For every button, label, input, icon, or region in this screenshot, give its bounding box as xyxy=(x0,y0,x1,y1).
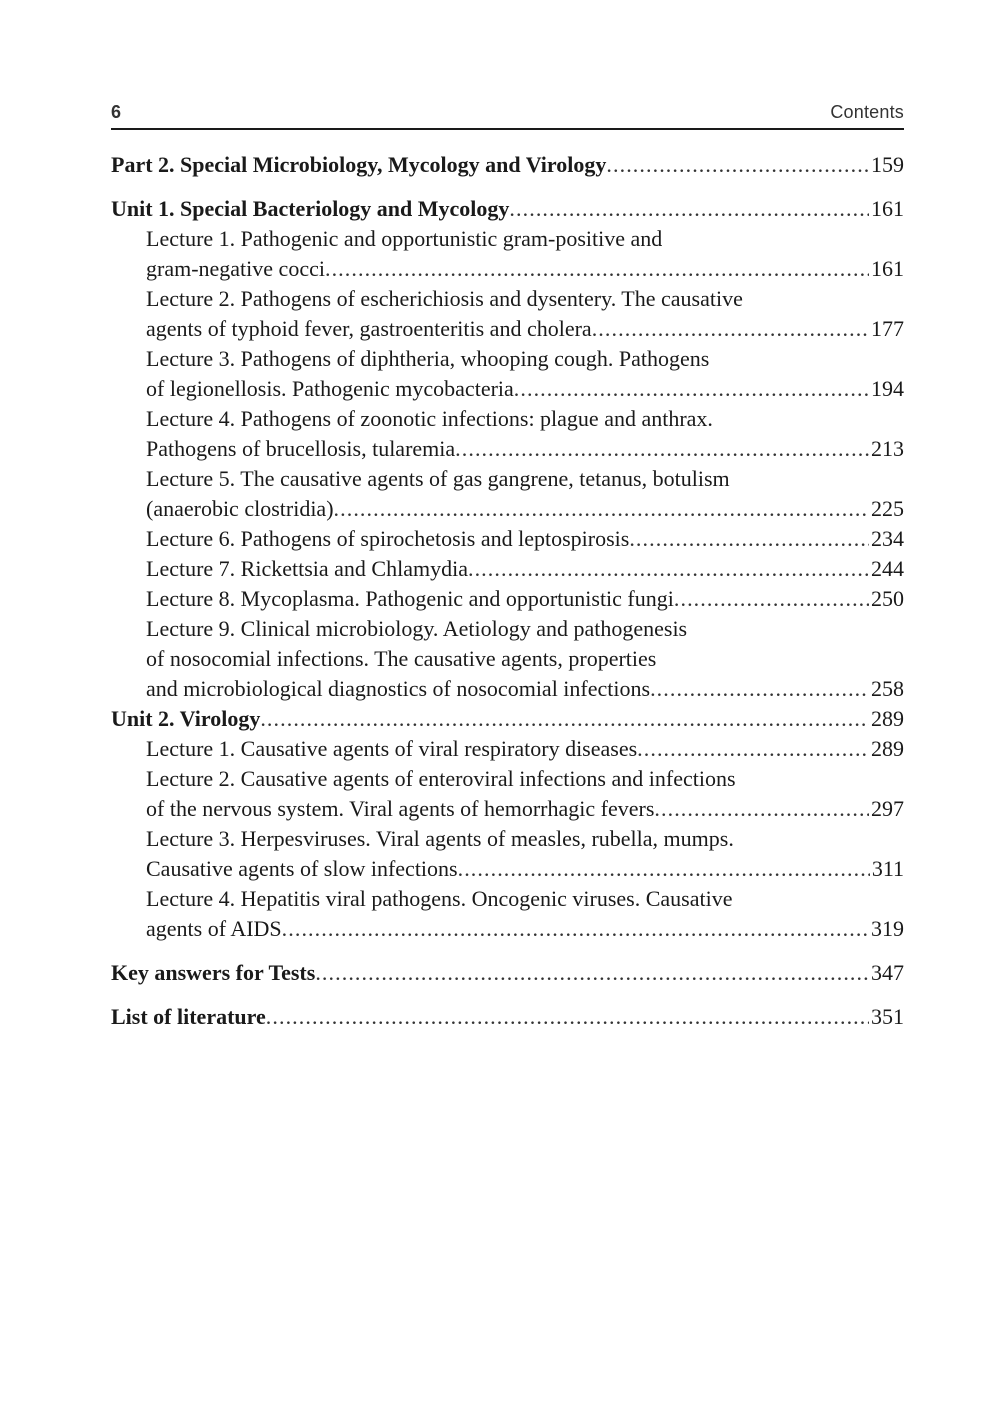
toc-entry-page: 289 xyxy=(871,736,904,761)
toc-entry-u1-lecture9-line2[interactable] xyxy=(111,644,904,674)
spacer xyxy=(111,180,904,194)
dot-leader xyxy=(260,704,869,734)
toc-entry-page: 161 xyxy=(871,256,904,281)
dot-leader xyxy=(650,674,869,704)
toc-entry-u1-lecture9-line1[interactable] xyxy=(111,614,904,644)
toc-entry-page: 297 xyxy=(871,796,904,821)
toc-entry-title: Lecture 8. Mycoplasma. Pathogenic and opportunistic fungi xyxy=(146,586,674,611)
toc-entry-u1-lecture3[interactable] xyxy=(111,374,904,404)
dot-leader xyxy=(509,194,869,224)
toc-entry-title: Causative agents of slow infections xyxy=(146,856,458,881)
toc-entry-title: Lecture 3. Herpesviruses. Viral agents of measles, rubella, mumps. xyxy=(146,826,734,851)
toc-entry-u1-lecture3-line1[interactable] xyxy=(111,344,904,374)
toc-entry-key-answers[interactable] xyxy=(111,958,904,988)
toc-entry-page: 159 xyxy=(871,152,904,177)
dot-leader xyxy=(458,854,870,884)
toc-entry-u1-lecture6[interactable] xyxy=(111,524,904,554)
toc-entry-u2-lecture1[interactable] xyxy=(111,734,904,764)
toc-entry-u1-lecture8[interactable] xyxy=(111,584,904,614)
toc-entry-page: 194 xyxy=(871,376,904,401)
toc-entry-title: List of literature xyxy=(111,1004,266,1029)
dot-leader xyxy=(514,374,869,404)
toc-entry-u1-lecture1-line1[interactable] xyxy=(111,224,904,254)
toc-entry-u2-lecture3[interactable] xyxy=(111,854,904,884)
toc-entry-literature[interactable] xyxy=(111,1002,904,1032)
page-number: 6 xyxy=(111,102,122,122)
dot-leader xyxy=(334,494,869,524)
toc-entry-page: 311 xyxy=(871,856,904,881)
toc-entry-page: 289 xyxy=(871,706,904,731)
toc-entry-u1-lecture4[interactable] xyxy=(111,434,904,464)
toc-entry-title: Lecture 2. Causative agents of enteroviral infections and infections xyxy=(146,766,736,791)
toc-entry-title: Lecture 3. Pathogens of diphtheria, whooping cough. Pathogens xyxy=(146,346,710,371)
dot-leader xyxy=(592,314,869,344)
toc-entry-u1-lecture2[interactable] xyxy=(111,314,904,344)
toc-entry-title: of nosocomial infections. The causative agents, properties xyxy=(146,646,657,671)
toc-entry-u2-lecture4-line1[interactable] xyxy=(111,884,904,914)
toc-entry-u2-lecture2[interactable] xyxy=(111,794,904,824)
toc-entry-u1-lecture5-line1[interactable] xyxy=(111,464,904,494)
running-header xyxy=(111,100,904,128)
toc-entry-title: Lecture 9. Clinical microbiology. Aetiology and pathogenesis xyxy=(146,616,688,641)
dot-leader xyxy=(629,524,869,554)
dot-leader xyxy=(606,150,869,180)
toc-entry-u1-lecture9[interactable] xyxy=(111,674,904,704)
toc-entry-title: Lecture 1. Causative agents of viral respiratory diseases xyxy=(146,736,638,761)
dot-leader xyxy=(654,794,869,824)
toc-entry-unit1[interactable] xyxy=(111,194,904,224)
spacer xyxy=(111,988,904,1002)
toc-entry-part2[interactable] xyxy=(111,150,904,180)
toc-entry-page: 213 xyxy=(871,436,904,461)
toc-entry-u1-lecture5[interactable] xyxy=(111,494,904,524)
dot-leader xyxy=(282,914,869,944)
toc-entry-page: 244 xyxy=(871,556,904,581)
toc-entry-title: Lecture 4. Pathogens of zoonotic infections: plague and anthrax. xyxy=(146,406,713,431)
toc-entry-title: Unit 1. Special Bacteriology and Mycology xyxy=(111,196,510,221)
toc-entry-title: Key answers for Tests xyxy=(111,960,316,985)
table-of-contents xyxy=(111,150,904,1032)
toc-entry-title: Lecture 5. The causative agents of gas gangrene, tetanus, botulism xyxy=(146,466,730,491)
toc-entry-title: of the nervous system. Viral agents of hemorrhagic fevers xyxy=(146,796,655,821)
toc-entry-page: 225 xyxy=(871,496,904,521)
header-rule xyxy=(111,128,904,130)
dot-leader xyxy=(325,254,869,284)
toc-entry-u2-lecture4[interactable] xyxy=(111,914,904,944)
dot-leader xyxy=(455,434,869,464)
toc-entry-page: 161 xyxy=(871,196,904,221)
toc-entry-u1-lecture1[interactable] xyxy=(111,254,904,284)
toc-entry-page: 234 xyxy=(871,526,904,551)
toc-entry-title: Lecture 1. Pathogenic and opportunistic gram-positive and xyxy=(146,226,663,251)
toc-entry-title: Lecture 7. Rickettsia and Chlamydia xyxy=(146,556,468,581)
toc-entry-page: 319 xyxy=(871,916,904,941)
toc-entry-title: Lecture 6. Pathogens of spirochetosis and leptospirosis xyxy=(146,526,630,551)
dot-leader xyxy=(674,584,869,614)
toc-entry-title: of legionellosis. Pathogenic mycobacteria xyxy=(146,376,514,401)
toc-entry-title: Part 2. Special Microbiology, Mycology and Virology xyxy=(111,152,607,177)
toc-entry-title: and microbiological diagnostics of nosocomial infections xyxy=(146,676,651,701)
toc-entry-title: (anaerobic clostridia) xyxy=(146,496,334,521)
toc-entry-title: Lecture 2. Pathogens of escherichiosis and dysentery. The causative xyxy=(146,286,743,311)
toc-entry-page: 347 xyxy=(871,960,904,985)
toc-entry-page: 250 xyxy=(871,586,904,611)
toc-entry-u1-lecture7[interactable] xyxy=(111,554,904,584)
toc-entry-page: 351 xyxy=(871,1004,904,1029)
dot-leader xyxy=(266,1002,869,1032)
toc-entry-title: agents of typhoid fever, gastroenteritis and cholera xyxy=(146,316,592,341)
toc-entry-u1-lecture2-line1[interactable] xyxy=(111,284,904,314)
toc-entry-unit2[interactable] xyxy=(111,704,904,734)
toc-entry-u2-lecture2-line1[interactable] xyxy=(111,764,904,794)
section-title: Contents xyxy=(830,102,904,122)
toc-entry-title: Unit 2. Virology xyxy=(111,706,261,731)
toc-entry-u1-lecture4-line1[interactable] xyxy=(111,404,904,434)
toc-entry-title: agents of AIDS xyxy=(146,916,282,941)
toc-entry-title: Pathogens of brucellosis, tularemia xyxy=(146,436,456,461)
toc-entry-page: 177 xyxy=(871,316,904,341)
dot-leader xyxy=(468,554,869,584)
dot-leader xyxy=(315,958,869,988)
toc-entry-u2-lecture3-line1[interactable] xyxy=(111,824,904,854)
dot-leader xyxy=(637,734,869,764)
toc-entry-title: Lecture 4. Hepatitis viral pathogens. Oncogenic viruses. Causative xyxy=(146,886,733,911)
toc-entry-title: gram-negative cocci xyxy=(146,256,325,281)
toc-entry-page: 258 xyxy=(871,676,904,701)
spacer xyxy=(111,944,904,958)
